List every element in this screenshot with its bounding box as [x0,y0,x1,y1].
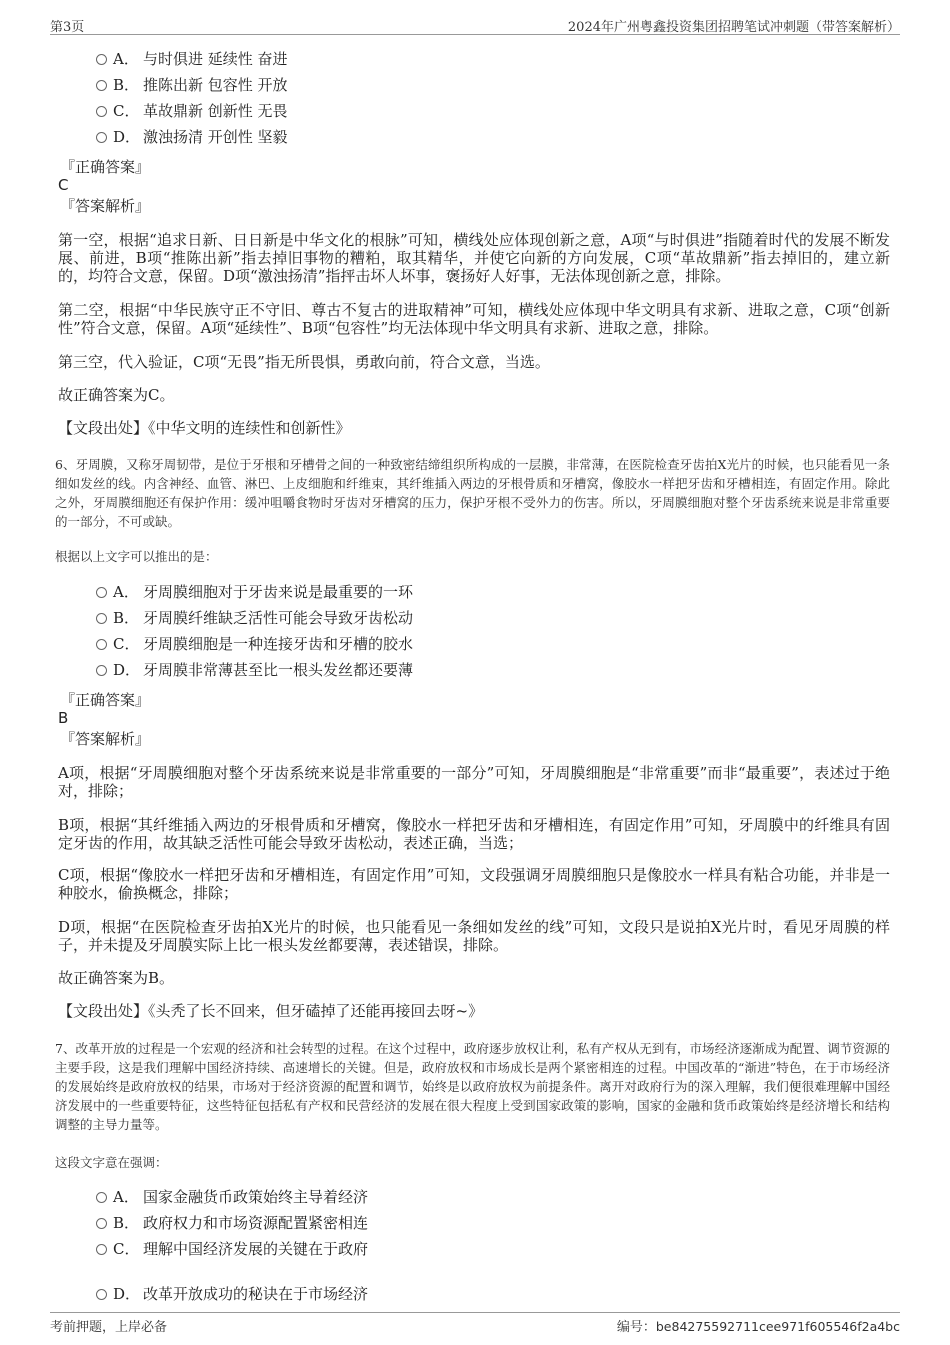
option-letter: C． [113,1240,140,1258]
code-label: 编号： [616,1320,656,1335]
option-text: 改革开放成功的秘诀在于市场经济 [143,1285,369,1303]
radio-icon[interactable] [96,587,107,598]
q7-prompt: 这段文字意在强调： [55,1155,168,1170]
option-letter: A． [113,583,139,601]
q6-answer: B [58,709,69,727]
option-text: 政府权力和市场资源配置紧密相连 [143,1214,369,1232]
option-letter: A． [113,1188,139,1206]
q7-option-b[interactable] [96,1212,368,1234]
q7-stem: 7、改革开放的过程是一个宏观的经济和社会转型的过程。在这个过程中，政府逐步放权让利，私有产权从无到有，市场经济逐渐成为配置、调节资源的主要手段，这是我们理解中国经济持续、高速增长的关键。但是，政府放权和市场成长是两个紧密相连的过程。中国改革的“渐进”特色，在于市场经济的发展始终是政府放权的结果，市场对于经济资源的配置和调节，始终是以政府放权为前提条件。离开对政府行为的深入理解，我们便很难理解中国经济发展中的一些重要特征，这些特征包括私有产权和民营经济的发展在很大程度上受到国家政策的影响，国家的金融和货币政策始终是经济增长和结构调整的主导力量等。 [55,1041,890,1132]
q6-option-d[interactable] [96,659,413,681]
radio-icon[interactable] [96,80,107,91]
option-letter: C． [113,635,140,653]
option-letter: A． [113,50,139,68]
option-letter: D． [113,1285,141,1303]
q6-analysis-paragraph: A项，根据“牙周膜细胞对整个牙齿系统来说是非常重要的一部分”可知，牙周膜细胞是“非常重要”而非“最重要”，表述过于绝对，排除； [58,764,890,800]
radio-icon[interactable] [96,106,107,117]
option-text: 理解中国经济发展的关键在于政府 [143,1240,369,1258]
option-text: 与时俱进 延续性 奋进 [143,50,288,68]
option-text: 激浊扬清 开创性 坚毅 [143,128,288,146]
radio-icon[interactable] [96,665,107,676]
option-letter: D． [113,128,141,146]
q5-analysis-paragraph: 第一空，根据“追求日新、日日新是中华文化的根脉”可知，横线处应体现创新之意，A项“与时俱进”指随着时代的发展不断发展、前进，B项“推陈出新”指去掉旧事物的糟粕，取其精华，并使它向新的方向发展，C项“革故鼎新”指去掉旧的，建立新的，均符合文意，保留。D项“激浊扬清”指抨击坏人坏事，褒扬好人好事，无法体现创新之意，排除。 [58,231,890,285]
q7-option-c[interactable] [96,1238,368,1260]
q7-option-d[interactable] [96,1283,368,1305]
q6-analysis-label: 『答案解析』 [60,730,151,748]
q5-option-c[interactable] [96,100,288,122]
option-text: 推陈出新 包容性 开放 [143,76,288,94]
option-text: 牙周膜细胞是一种连接牙齿和牙槽的胶水 [143,635,414,653]
q5-analysis-paragraph: 第二空，根据“中华民族守正不守旧、尊古不复古的进取精神”可知，横线处应体现中华文明具有求新、进取之意，C项“创新性”符合文意，保留。A项“延续性”、B项“包容性”均无法体现中华文明具有求新、进取之意，排除。 [58,301,890,337]
page-footer [50,1312,900,1333]
option-text: 革故鼎新 创新性 无畏 [143,102,288,120]
q6-analysis-paragraph: D项，根据“在医院检查牙齿拍X光片的时候，也只能看见一条细如发丝的线”可知，文段只是说拍X光片时，看见牙周膜的样子，并未提及牙周膜实际上比一根头发丝都要薄，表述错误，排除。 [58,918,890,954]
option-letter: C． [113,102,140,120]
q6-analysis-paragraph: B项，根据“其纤维插入两边的牙根骨质和牙槽窝，像胶水一样把牙齿和牙槽相连，有固定作用”可知，牙周膜中的纤维具有固定牙齿的作用，故其缺乏活性可能会导致牙齿松动，表述正确，当选； [58,816,890,852]
page-header [50,14,900,35]
option-text: 牙周膜细胞对于牙齿来说是最重要的一环 [143,583,414,601]
code-value: be84275592711cee971f605546f2a4bc [655,1319,900,1334]
q7-option-a[interactable] [96,1186,368,1208]
q5-option-a[interactable] [96,48,288,70]
option-letter: B． [113,76,140,94]
radio-icon[interactable] [96,1192,107,1203]
q6-stem: 6、牙周膜，又称牙周韧带，是位于牙根和牙槽骨之间的一种致密结缔组织所构成的一层膜，非常薄，在医院检查牙齿拍X光片的时候，也只能看见一条细如发丝的线。内含神经、血管、淋巴、上皮细胞和纤维束，其纤维插入两边的牙根骨质和牙槽窝，像胶水一样把牙齿和牙槽相连，有固定作用。除此之外，牙周膜细胞还有保护作用：缓冲咀嚼食物时牙齿对牙槽窝的压力，保护牙根不受外力的伤害。所以，牙周膜细胞对整个牙齿系统来说是非常重要的一部分，不可或缺。 [55,457,890,529]
q5-analysis-paragraph: 第三空，代入验证，C项“无畏”指无所畏惧，勇敢向前，符合文意，当选。 [58,353,550,371]
radio-icon[interactable] [96,1218,107,1229]
q5-analysis-label: 『答案解析』 [60,197,151,215]
footer-slogan: 考前押题，上岸必备 [50,1320,168,1335]
option-text: 牙周膜纤维缺乏活性可能会导致牙齿松动 [143,609,414,627]
option-letter: B． [113,1214,140,1232]
q5-analysis-conclusion: 故正确答案为C。 [58,386,175,404]
option-text: 牙周膜非常薄甚至比一根头发丝都还要薄 [143,661,414,679]
q5-answer: C [58,176,69,194]
q6-analysis-conclusion: 故正确答案为B。 [58,969,175,987]
radio-icon[interactable] [96,1244,107,1255]
q5-source: 【文段出处】《中华文明的连续性和创新性》 [58,419,351,437]
document-title: 2024年广州粤鑫投资集团招聘笔试冲刺题（带答案解析） [567,20,900,35]
option-letter: D． [113,661,141,679]
document-code [617,1316,900,1335]
radio-icon[interactable] [96,639,107,650]
radio-icon[interactable] [96,613,107,624]
q6-source: 【文段出处】《头秃了长不回来，但牙磕掉了还能再接回去呀~》 [58,1002,484,1020]
q5-option-b[interactable] [96,74,288,96]
option-letter: B． [113,609,140,627]
q6-option-a[interactable] [96,581,413,603]
q6-option-c[interactable] [96,633,413,655]
q5-option-d[interactable] [96,126,288,148]
page-number: 第3页 [50,20,85,35]
q6-option-b[interactable] [96,607,413,629]
radio-icon[interactable] [96,1289,107,1300]
q6-prompt: 根据以上文字可以推出的是： [55,549,218,564]
q6-answer-label: 『正确答案』 [60,691,151,709]
q5-answer-label: 『正确答案』 [60,158,151,176]
option-text: 国家金融货币政策始终主导着经济 [143,1188,369,1206]
radio-icon[interactable] [96,54,107,65]
radio-icon[interactable] [96,132,107,143]
q6-analysis-paragraph: C项，根据“像胶水一样把牙齿和牙槽相连，有固定作用”可知，文段强调牙周膜细胞只是像胶水一样具有粘合功能，并非是一种胶水，偷换概念，排除； [58,866,890,902]
